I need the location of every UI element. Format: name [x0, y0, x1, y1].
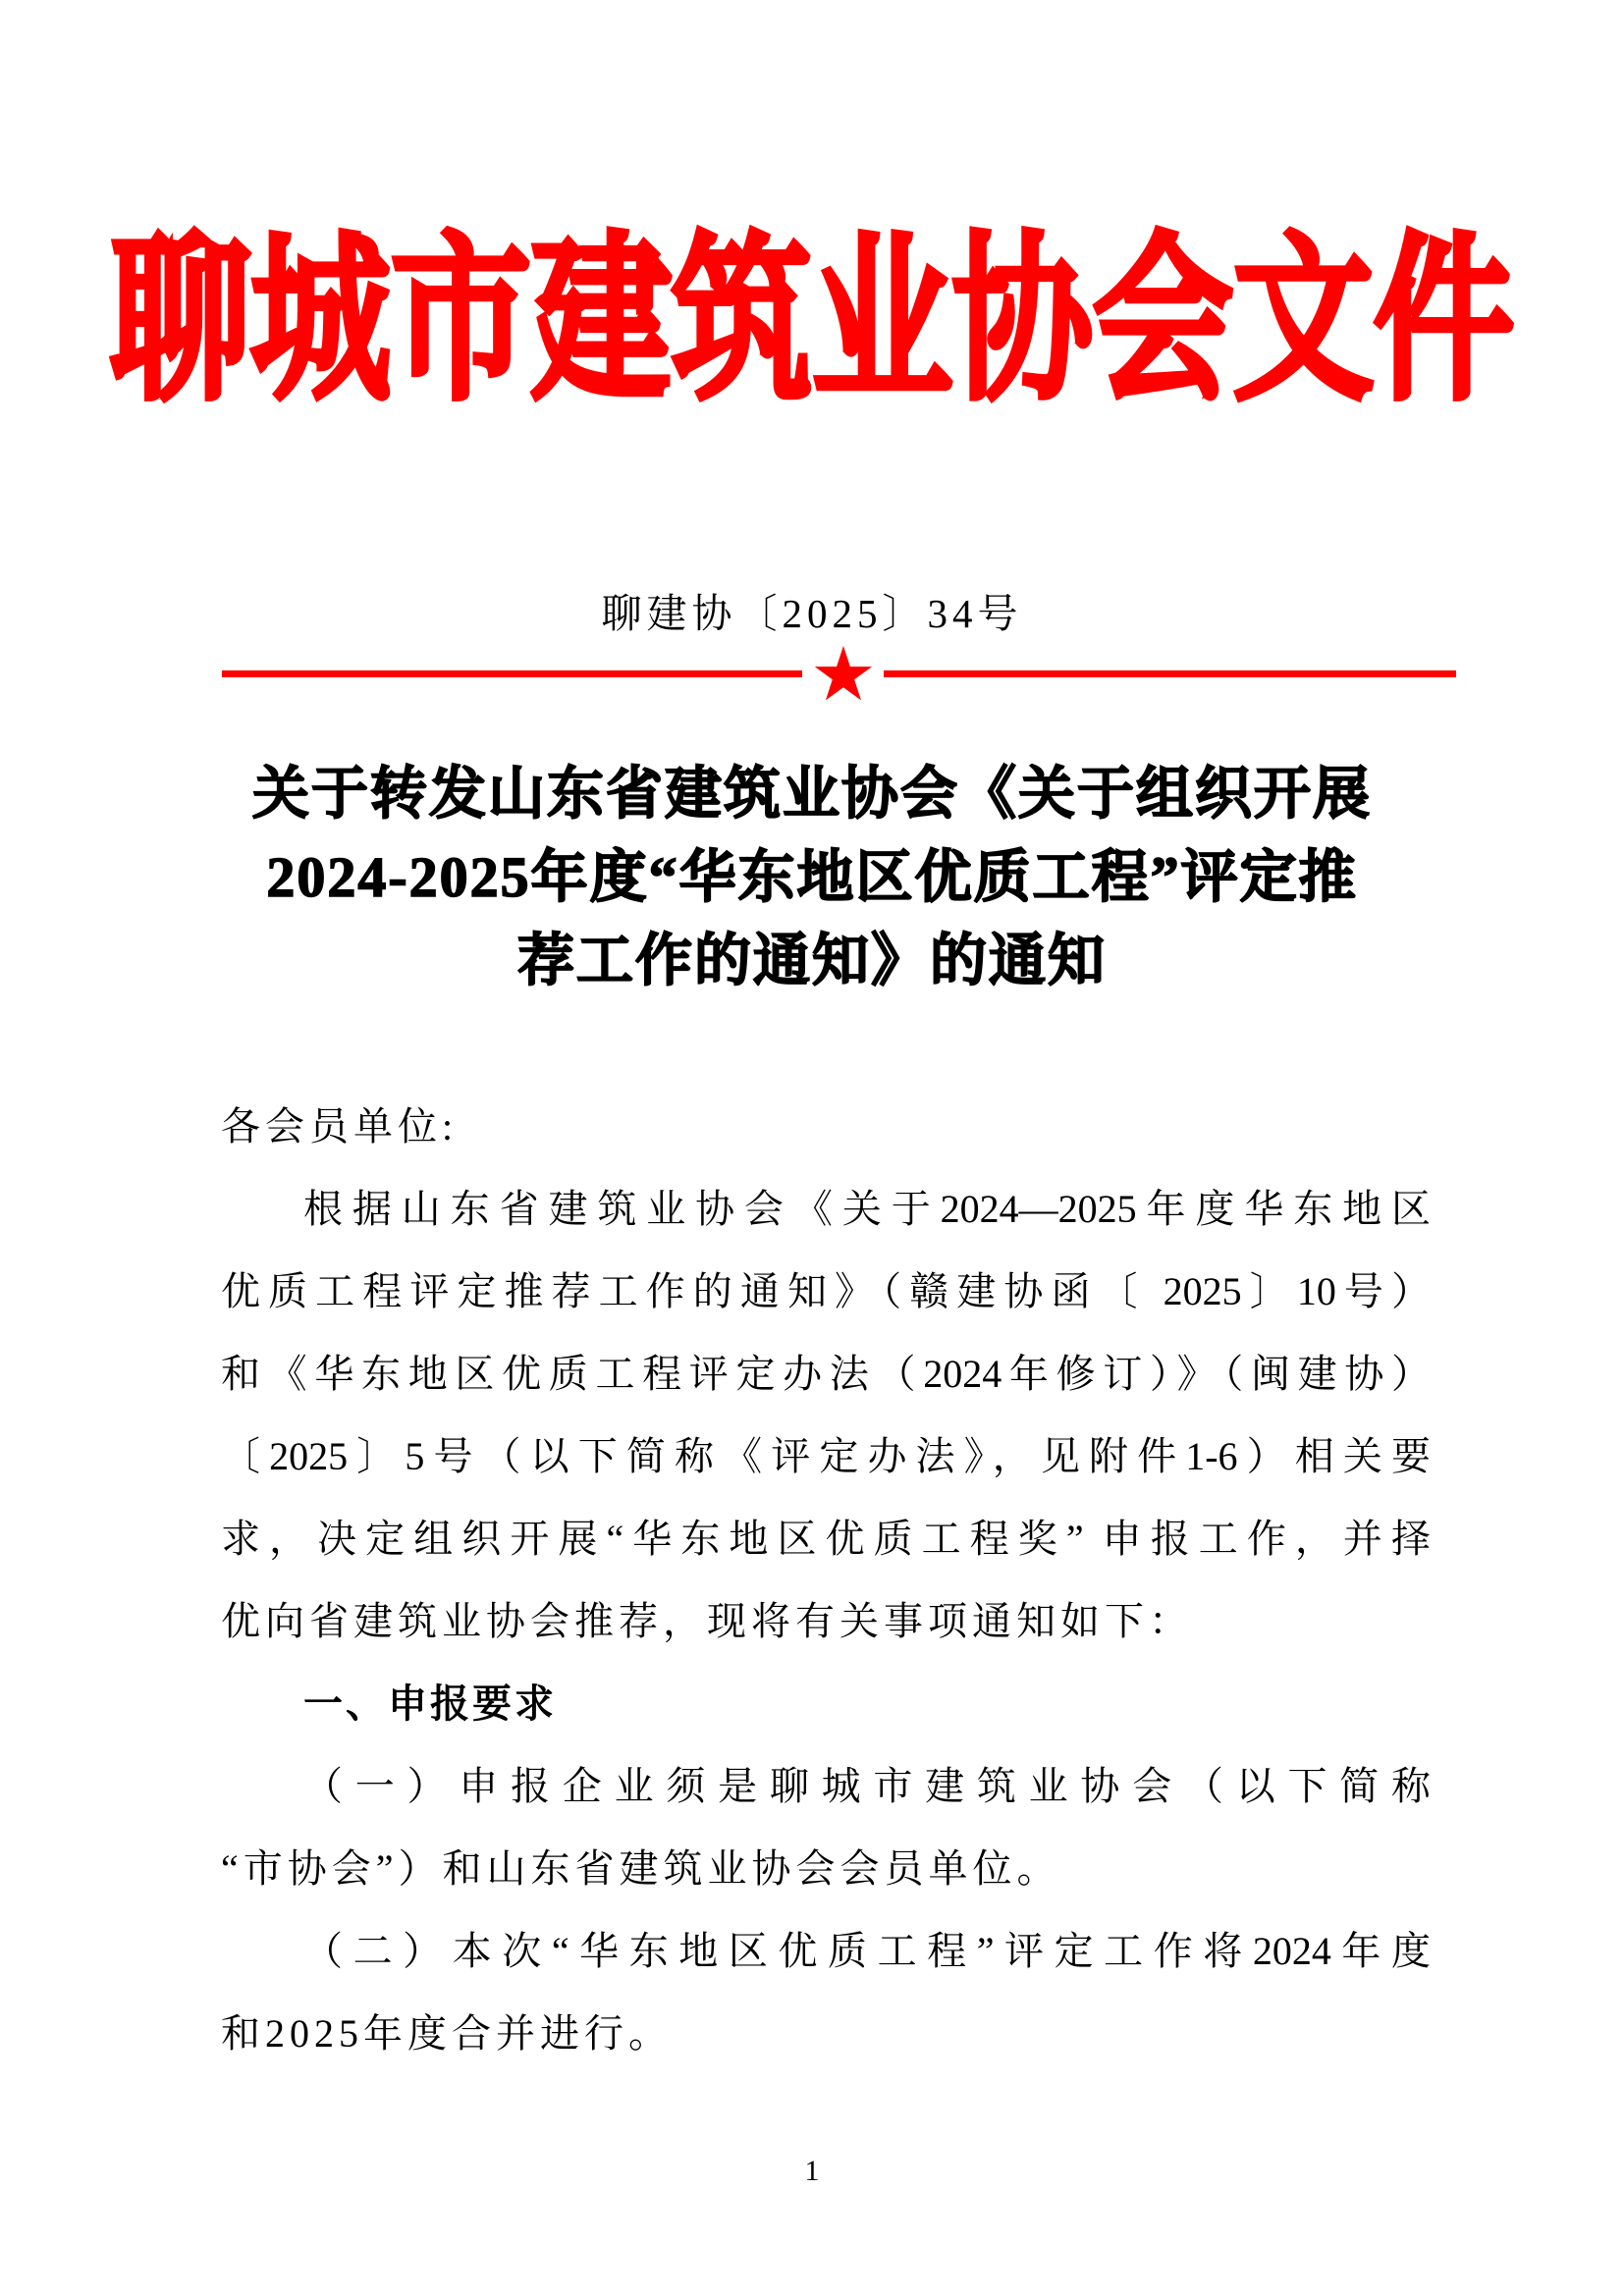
body-line: （二）本次“华东地区优质工程”评定工作将2024年度 — [303, 1929, 1431, 1973]
body-line: 和《华东地区优质工程评定办法（2024年修订）》（闽建协） — [221, 1352, 1431, 1396]
document-title-line: 荐工作的通知》的通知 — [516, 929, 1107, 992]
masthead-org-title: 聊城市建筑业协会文件 — [110, 222, 1514, 421]
document-title-line: 2024-2025年度“华东地区优质工程”评定推 — [266, 845, 1358, 909]
red-star-icon: ★ — [809, 630, 878, 718]
body-line: 优质工程评定推荐工作的通知》（赣建协函〔 2025〕10号） — [221, 1269, 1431, 1313]
body-line: 和2025年度合并进行。 — [221, 2011, 673, 2056]
document-title-line: 关于转发山东省建筑业协会《关于组织开展 — [251, 762, 1372, 826]
body-line: 求，决定组织开展“华东地区优质工程奖” 申报工作，并择 — [221, 1517, 1431, 1561]
body-line: （一）申报企业须是聊城市建筑业协会（以下简称 — [303, 1764, 1431, 1808]
red-rule-left — [222, 670, 802, 677]
red-rule-right — [884, 670, 1456, 677]
body-line: 〔2025〕5号（以下简称《评定办法》，见附件1-6）相关要 — [221, 1434, 1431, 1478]
body-line: 优向省建筑业协会推荐，现将有关事项通知如下： — [221, 1599, 1193, 1643]
section-heading: 一、申报要求 — [303, 1682, 557, 1726]
document-title — [0, 752, 1624, 1002]
body-text — [221, 1086, 1431, 2075]
body-line: 根据山东省建筑业协会《关于2024—2025年度华东地区 — [303, 1187, 1431, 1231]
page-number: 1 — [804, 2155, 820, 2187]
body-line-salutation: 各会员单位: — [221, 1104, 459, 1148]
document-number: 聊建协〔2025〕34号 — [601, 591, 1023, 636]
body-line: “市协会”）和山东省建筑业协会会员单位。 — [221, 1846, 1061, 1891]
